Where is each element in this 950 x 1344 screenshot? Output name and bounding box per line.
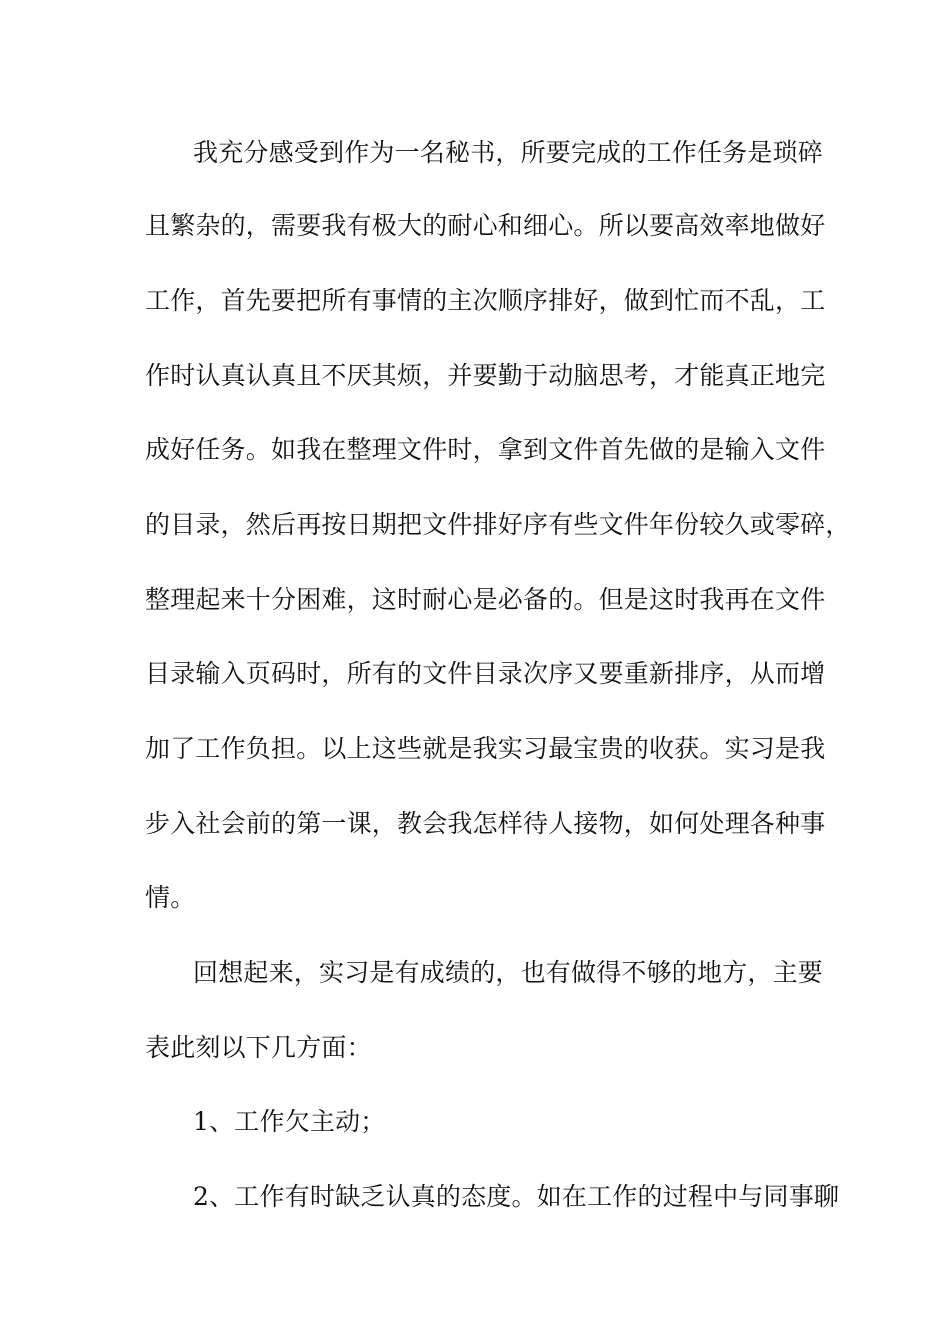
list-item: 1、工作欠主动； [193, 1107, 386, 1136]
paragraph-line: 且繁杂的，需要我有极大的耐心和细心。所以要高效率地做好 [145, 211, 826, 240]
paragraph-line: 步入社会前的第一课，教会我怎样待人接物，如何处理各种事 [145, 809, 826, 838]
paragraph-line: 表此刻以下几方面： [145, 1033, 372, 1062]
paragraph-line: 整理起来十分困难，这时耐心是必备的。但是这时我再在文件 [145, 585, 826, 614]
paragraph-line: 我充分感受到作为一名秘书，所要完成的工作任务是琐碎 [193, 138, 824, 167]
list-item: 2、工作有时缺乏认真的态度。如在工作的过程中与同事聊 [193, 1182, 840, 1211]
paragraph-line: 成好任务。如我在整理文件时，拿到文件首先做的是输入文件 [145, 435, 826, 464]
paragraph-line: 情。 [145, 883, 196, 912]
paragraph-line: 目录输入页码时，所有的文件目录次序又要重新排序，从而增 [145, 659, 826, 688]
paragraph-line: 加了工作负担。以上这些就是我实习最宝贵的收获。实习是我 [145, 734, 826, 763]
paragraph-line: 工作，首先要把所有事情的主次顺序排好，做到忙而不乱，工 [145, 286, 826, 315]
paragraph-line: 作时认真认真且不厌其烦，并要勤于动脑思考，才能真正地完 [145, 361, 826, 390]
paragraph-line: 回想起来，实习是有成绩的，也有做得不够的地方，主要 [193, 958, 824, 987]
paragraph-line: 的目录，然后再按日期把文件排好序有些文件年份较久或零碎， [145, 510, 851, 539]
